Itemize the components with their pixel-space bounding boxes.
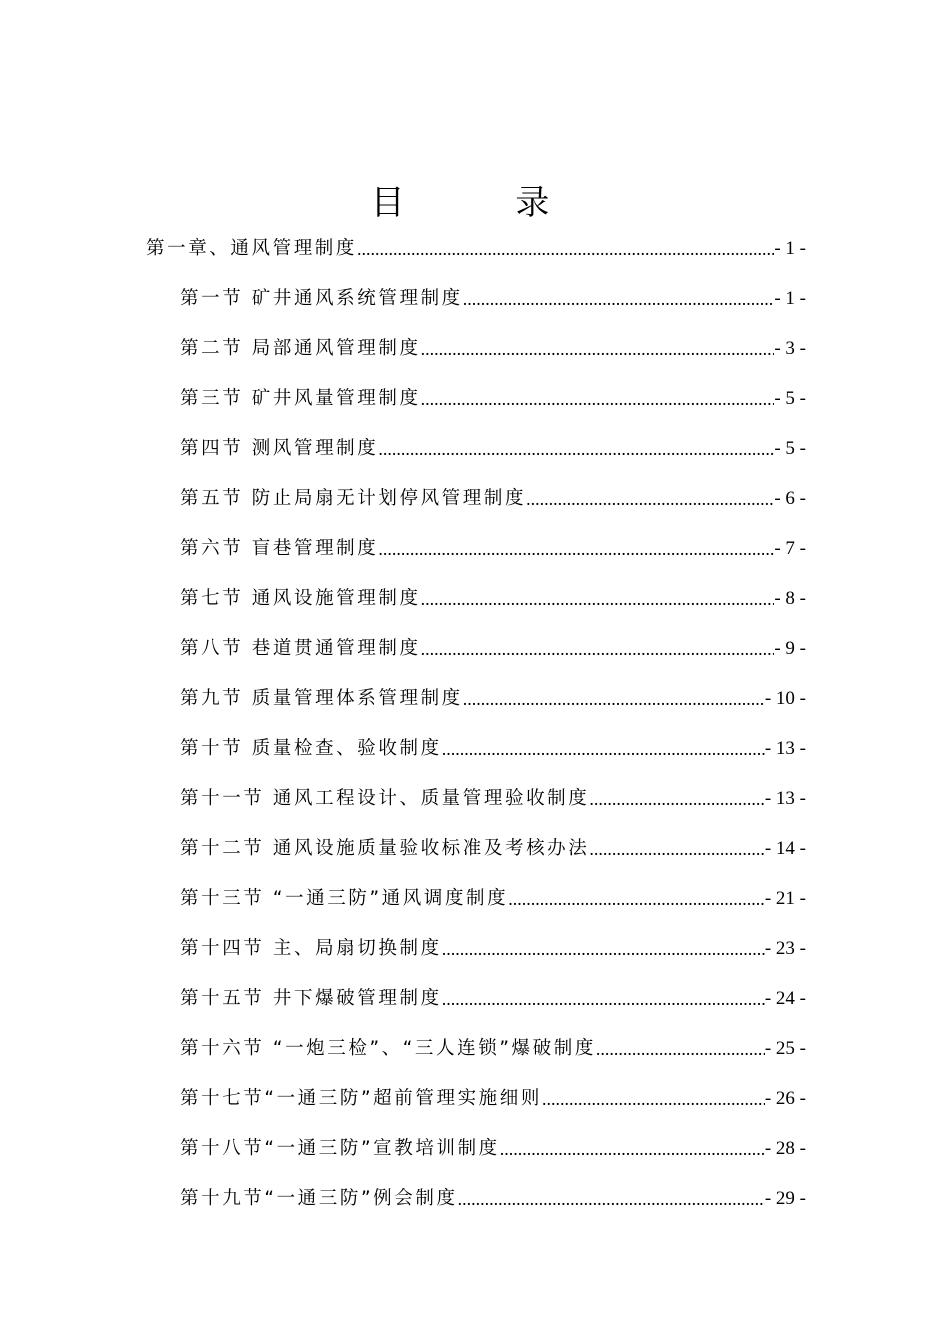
- dot-leader: [442, 737, 765, 761]
- toc-entry-label: 第十四节 主、局扇切换制度: [180, 938, 442, 959]
- toc-entry-label: 第十七节“一通三防”超前管理实施细则: [180, 1088, 542, 1109]
- dot-leader: [589, 787, 764, 811]
- toc-entry-page: - 6 -: [774, 488, 806, 509]
- dot-leader: [421, 587, 775, 611]
- dot-leader: [458, 1187, 765, 1211]
- dot-leader: [500, 1137, 765, 1161]
- toc-entry-page: - 29 -: [764, 1188, 806, 1209]
- toc-entry[interactable]: [180, 1174, 806, 1224]
- toc-entry[interactable]: [180, 1124, 806, 1174]
- toc-entry-page: - 23 -: [764, 938, 806, 959]
- toc-entry[interactable]: [180, 674, 806, 724]
- toc-entry-page: - 7 -: [774, 538, 806, 559]
- toc-entry-label: 第十二节 通风设施质量验收标准及考核办法: [180, 838, 590, 859]
- toc-entry[interactable]: [180, 974, 806, 1024]
- toc-entry-label: 第五节 防止局扇无计划停风管理制度: [180, 488, 527, 509]
- toc-entry-label: 第十五节 井下爆破管理制度: [180, 988, 442, 1009]
- toc-entry[interactable]: [180, 924, 806, 974]
- toc-entry[interactable]: [180, 1024, 806, 1074]
- toc-entry[interactable]: [146, 224, 806, 274]
- toc-entry-page: - 3 -: [774, 338, 806, 359]
- dot-leader: [508, 887, 765, 911]
- toc-entry[interactable]: [180, 874, 806, 924]
- toc-entry[interactable]: [180, 274, 806, 324]
- toc-entry[interactable]: [180, 624, 806, 674]
- toc-title: 目 录: [370, 183, 600, 223]
- toc-entry-page: - 24 -: [764, 988, 806, 1009]
- toc-entry-page: - 21 -: [764, 888, 806, 909]
- dot-leader: [421, 637, 775, 661]
- toc-entry-label: 第二节 局部通风管理制度: [180, 338, 421, 359]
- toc-entry-page: - 28 -: [764, 1138, 806, 1159]
- toc-entry[interactable]: [180, 424, 806, 474]
- toc-entry-label: 第十六节 “一炮三检”、“三人连锁”爆破制度: [180, 1038, 596, 1059]
- toc-entry-label: 第十九节“一通三防”例会制度: [180, 1188, 458, 1209]
- toc-entry-label: 第十节 质量检查、验收制度: [180, 738, 442, 759]
- toc-entry-label: 第三节 矿井风量管理制度: [180, 388, 421, 409]
- toc-entry-label: 第六节 盲巷管理制度: [180, 538, 379, 559]
- dot-leader: [442, 937, 765, 961]
- toc-entry-label: 第十八节“一通三防”宣教培训制度: [180, 1138, 500, 1159]
- toc-entry[interactable]: [180, 474, 806, 524]
- toc-entry-label: 第八节 巷道贯通管理制度: [180, 638, 421, 659]
- dot-leader: [596, 1037, 765, 1061]
- toc-entry[interactable]: [180, 574, 806, 624]
- toc-entry-page: - 25 -: [764, 1038, 806, 1059]
- toc-entry-page: - 5 -: [774, 438, 806, 459]
- toc-entry-label: 第七节 通风设施管理制度: [180, 588, 421, 609]
- dot-leader: [421, 337, 775, 361]
- toc-entry-page: - 13 -: [764, 738, 806, 759]
- toc-entry-label: 第一章、通风管理制度: [146, 238, 358, 259]
- toc-entry[interactable]: [180, 374, 806, 424]
- toc-entry-label: 第四节 测风管理制度: [180, 438, 379, 459]
- dot-leader: [589, 837, 764, 861]
- toc-entry-page: - 8 -: [774, 588, 806, 609]
- toc-entry[interactable]: [180, 524, 806, 574]
- toc-entry-page: - 1 -: [774, 288, 806, 309]
- toc-entry-page: - 26 -: [764, 1088, 806, 1109]
- toc-entry-page: - 13 -: [764, 788, 806, 809]
- dot-leader: [542, 1087, 765, 1111]
- toc-entry-page: - 14 -: [764, 838, 806, 859]
- toc-entry[interactable]: [180, 324, 806, 374]
- dot-leader: [526, 487, 774, 511]
- toc-entry[interactable]: [180, 724, 806, 774]
- toc-entry-label: 第十一节 通风工程设计、质量管理验收制度: [180, 788, 590, 809]
- dot-leader: [378, 437, 774, 461]
- toc-entry-label: 第一节 矿井通风系统管理制度: [180, 288, 463, 309]
- toc-entry-page: - 1 -: [774, 238, 806, 259]
- toc-entry-page: - 9 -: [774, 638, 806, 659]
- dot-leader: [463, 287, 775, 311]
- toc-entry[interactable]: [180, 774, 806, 824]
- dot-leader: [463, 687, 765, 711]
- toc-entry-page: - 10 -: [764, 688, 806, 709]
- toc-entry-page: - 5 -: [774, 388, 806, 409]
- dot-leader: [378, 537, 774, 561]
- dot-leader: [357, 237, 774, 261]
- toc-entry[interactable]: [180, 1074, 806, 1124]
- toc-entry-label: 第九节 质量管理体系管理制度: [180, 688, 463, 709]
- dot-leader: [442, 987, 765, 1011]
- toc-entry[interactable]: [180, 824, 806, 874]
- dot-leader: [421, 387, 775, 411]
- toc-entry-label: 第十三节 “一通三防”通风调度制度: [180, 888, 509, 909]
